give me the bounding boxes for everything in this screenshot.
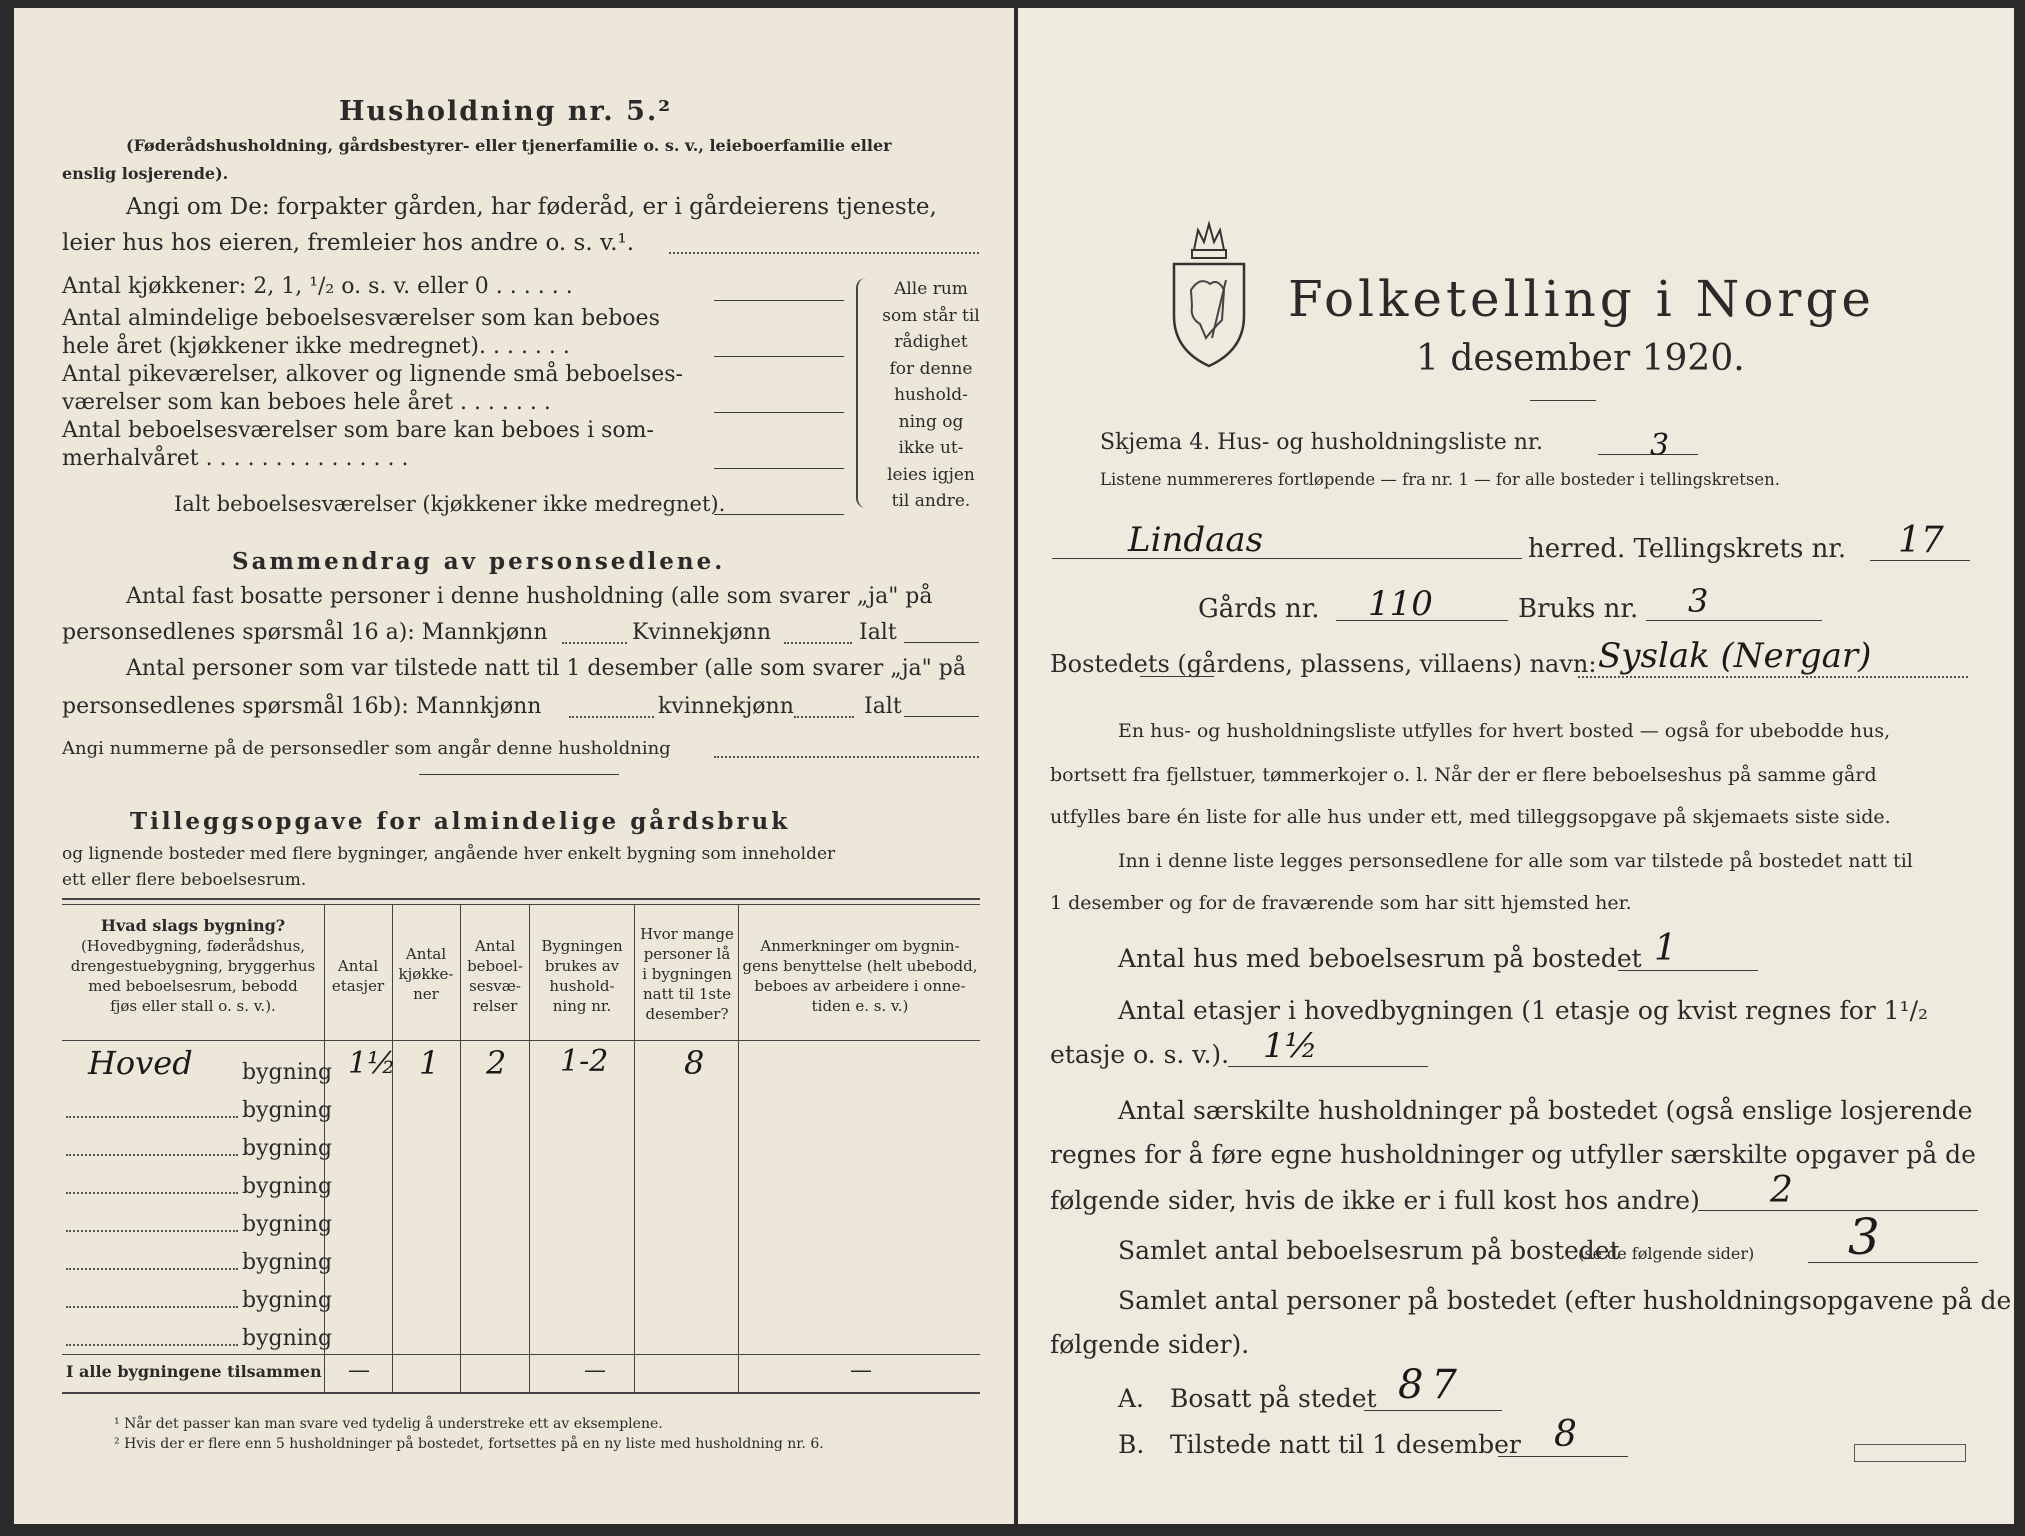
q-tilstede-label: Tilstede natt til 1 desember xyxy=(1170,1430,1521,1459)
q-b-label: B. xyxy=(1118,1430,1145,1459)
rooms-line-4: værelser som kan beboes hele året . . . . . . . xyxy=(62,390,551,415)
total-dash-etasjer: — xyxy=(348,1358,370,1383)
q-bosatt-label: Bosatt på stedet xyxy=(1170,1384,1377,1413)
footnote-1: ¹ Når det passer kan man svare ved tydelig å understreke ett av eksemplene. xyxy=(114,1416,663,1432)
q-tilstede-value: 8 xyxy=(1554,1414,1577,1455)
q-husholdninger-label-2: regnes for å føre egne husholdninger og utfyller særskilte opgaver på de xyxy=(1050,1140,1976,1169)
printer-stamp xyxy=(1854,1444,1966,1462)
sammendrag-line-4: personsedlenes spørsmål 16b): Mannkjønn xyxy=(62,694,542,719)
col-head-vaerelser: Antal beboel- sesvæ- relser xyxy=(467,937,523,1015)
row-label-1: bygning xyxy=(242,1060,333,1085)
rooms-line-6: merhalvåret . . . . . . . . . . . . . . . xyxy=(62,446,409,471)
row-label-2: bygning xyxy=(242,1098,333,1123)
row1-building-name: Hoved xyxy=(88,1044,193,1082)
angi-line-2: leier hus hos eieren, fremleier hos andre o. s. v.¹. xyxy=(62,230,635,256)
side-note: Alle rum som står til rådighet for denne hushold- ning og ikke ut- leies igjen til andre. xyxy=(882,279,980,511)
ialt-label-1: Ialt xyxy=(859,620,897,645)
col-head-anmerkninger: Anmerkninger om bygnin- gens benyttelse (helt ubebodd, beboes av arbeidere i onne- tiden e. s. v.) xyxy=(742,937,978,1015)
footnote-2: ² Hvis der er flere enn 5 husholdninger på bostedet, fortsettes på en ny liste med husholdning nr. 6. xyxy=(114,1436,824,1452)
q-personer-label-2: følgende sider). xyxy=(1050,1330,1250,1359)
rooms-line-5: Antal beboelsesværelser som bare kan beboes i som- xyxy=(62,418,654,443)
herred-label: herred. Tellingskrets nr. xyxy=(1528,534,1847,564)
q-personer-label-1: Samlet antal personer på bostedet (efter husholdningsopgavene på de xyxy=(1118,1286,2012,1315)
rooms-line-1: Antal almindelige beboelsesværelser som kan beboes xyxy=(62,306,660,331)
kvinnekjonn-label-2: kvinnekjønn xyxy=(658,694,794,719)
kitchens-line: Antal kjøkkener: 2, 1, ¹/₂ o. s. v. eller 0 . . . . . . xyxy=(62,274,573,299)
instruction-2: bortsett fra fjellstuer, tømmerkojer o. l. Når der er flere beboelseshus på samme gård xyxy=(1050,764,1877,786)
census-date: 1 desember 1920. xyxy=(1416,338,1745,379)
sammendrag-line-1: Antal fast bosatte personer i denne husholdning (alle som svarer „ja" på xyxy=(126,584,933,609)
col-head-type: Hvad slags bygning? (Hovedbygning, føderådshus, drengestuebygning, bryggerhus med beboelsesrum, bebodd fjøs eller stall o. s. v.). xyxy=(70,916,316,1015)
sammendrag-line-5: Angi nummerne på de personsedler som angår denne husholdning xyxy=(62,738,671,759)
instruction-5: 1 desember og for de fraværende som har sitt hjemsted her. xyxy=(1050,892,1632,914)
row-label-6: bygning xyxy=(242,1250,333,1275)
col-head-kjokkener: Antal kjøkke- ner xyxy=(398,945,454,1003)
ialt-label-2: Ialt xyxy=(864,694,902,719)
left-page xyxy=(14,8,1014,1524)
tillegg-line-1: og lignende bosteder med flere bygninger, angående hver enkelt bygning som inneholder xyxy=(62,844,836,864)
right-page xyxy=(1018,8,2014,1524)
census-title: Folketelling i Norge xyxy=(1288,270,1875,328)
q-beboelsesrum-value: 3 xyxy=(1848,1208,1880,1266)
q-husholdninger-value: 2 xyxy=(1770,1170,1793,1211)
herred-value: Lindaas xyxy=(1128,520,1264,560)
rooms-line-2: hele året (kjøkkener ikke medregnet). . . . . . . xyxy=(62,334,570,359)
sammendrag-line-3: Antal personer som var tilstede natt til 1 desember (alle som svarer „ja" på xyxy=(126,656,966,681)
q-hus-label: Antal hus med beboelsesrum på bostedet xyxy=(1118,944,1642,973)
q-etasjer-label-1: Antal etasjer i hovedbygningen (1 etasje og kvist regnes for 1¹/₂ xyxy=(1118,996,1929,1025)
q-etasjer-label-2: etasje o. s. v.). xyxy=(1050,1040,1230,1069)
total-dash-anmerkninger: — xyxy=(850,1358,872,1383)
bosted-value: Syslak (Nergar) xyxy=(1598,636,1872,676)
kvinnekjonn-label-1: Kvinnekjønn xyxy=(632,620,771,645)
bosted-label: Bostedets (gårdens, plassens, villaens) navn: xyxy=(1050,650,1597,678)
row-label-3: bygning xyxy=(242,1136,333,1161)
instruction-4: Inn i denne liste legges personsedlene for alle som var tilstede på bostedet natt til xyxy=(1118,850,1913,872)
col-head-husholdning: Bygningen brukes av hushold- ning nr. xyxy=(541,937,623,1015)
row-label-7: bygning xyxy=(242,1288,333,1313)
col-head-etasjer: Antal etasjer xyxy=(331,957,385,995)
col-head-personer: Hvor mange personer lå i bygningen natt til 1ste desember? xyxy=(640,925,734,1023)
q-a-label: A. xyxy=(1118,1384,1145,1413)
row1-etasjer: 1½ xyxy=(348,1046,397,1081)
total-label: I alle bygningene tilsammen xyxy=(66,1362,322,1381)
q-hus-value: 1 xyxy=(1654,928,1677,969)
row1-husholdning: 1-2 xyxy=(560,1044,609,1079)
tillegg-title: Tilleggsopgave for almindelige gårdsbruk xyxy=(130,808,791,835)
gards-value: 110 xyxy=(1368,584,1433,624)
q-etasjer-value: 1½ xyxy=(1263,1026,1318,1066)
row-label-4: bygning xyxy=(242,1174,333,1199)
bruks-label: Bruks nr. xyxy=(1518,594,1639,624)
household-title: Husholdning nr. 5.² xyxy=(339,96,673,127)
gards-label: Gårds nr. xyxy=(1198,594,1320,624)
instruction-3: utfylles bare én liste for alle hus under ett, med tilleggsopgave på skjemaets siste side. xyxy=(1050,806,1891,828)
listene-note: Listene nummereres fortløpende — fra nr. 1 — for alle bosteder i tellingskretsen. xyxy=(1100,470,1781,489)
q-beboelsesrum-label: Samlet antal beboelsesrum på bostedet xyxy=(1118,1236,1620,1265)
coat-of-arms-icon xyxy=(1166,220,1252,370)
q-husholdninger-label-3: følgende sider, hvis de ikke er i full kost hos andre) xyxy=(1050,1186,1700,1215)
sammendrag-title: Sammendrag av personsedlene. xyxy=(232,548,726,575)
total-rooms-line: Ialt beboelsesværelser (kjøkkener ikke medregnet). xyxy=(174,492,726,516)
row-label-5: bygning xyxy=(242,1212,333,1237)
row1-kjokkener: 1 xyxy=(419,1044,440,1082)
row1-personer: 8 xyxy=(684,1044,705,1082)
bruks-value: 3 xyxy=(1688,582,1709,620)
household-subtitle-2: enslig losjerende). xyxy=(62,164,229,183)
row-label-8: bygning xyxy=(242,1326,333,1351)
instruction-1: En hus- og husholdningsliste utfylles for hvert bosted — også for ubebodde hus, xyxy=(1118,720,1891,742)
q-beboelsesrum-note: (se de følgende sider) xyxy=(1578,1244,1755,1263)
sammendrag-line-2: personsedlenes spørsmål 16 a): Mannkjønn xyxy=(62,620,548,645)
household-subtitle-1: (Føderådshusholdning, gårdsbestyrer- eller tjenerfamilie o. s. v., leieboerfamilie eller xyxy=(126,136,892,155)
angi-line-1: Angi om De: forpakter gården, har føderåd, er i gårdeierens tjeneste, xyxy=(126,194,937,220)
q-husholdninger-label-1: Antal særskilte husholdninger på bostedet (også enslige losjerende xyxy=(1118,1096,1973,1125)
tillegg-line-2: ett eller flere beboelsesrum. xyxy=(62,870,307,890)
side-brace xyxy=(856,278,870,508)
row1-vaerelser: 2 xyxy=(486,1044,507,1082)
krets-value: 17 xyxy=(1898,520,1944,561)
total-dash-husholdning: — xyxy=(584,1358,606,1383)
q-bosatt-value: 87 xyxy=(1398,1362,1465,1408)
rooms-line-3: Antal pikeværelser, alkover og lignende små beboelses- xyxy=(62,362,683,387)
list-number: 3 xyxy=(1650,428,1670,463)
skjema-line: Skjema 4. Hus- og husholdningsliste nr. xyxy=(1100,430,1543,455)
